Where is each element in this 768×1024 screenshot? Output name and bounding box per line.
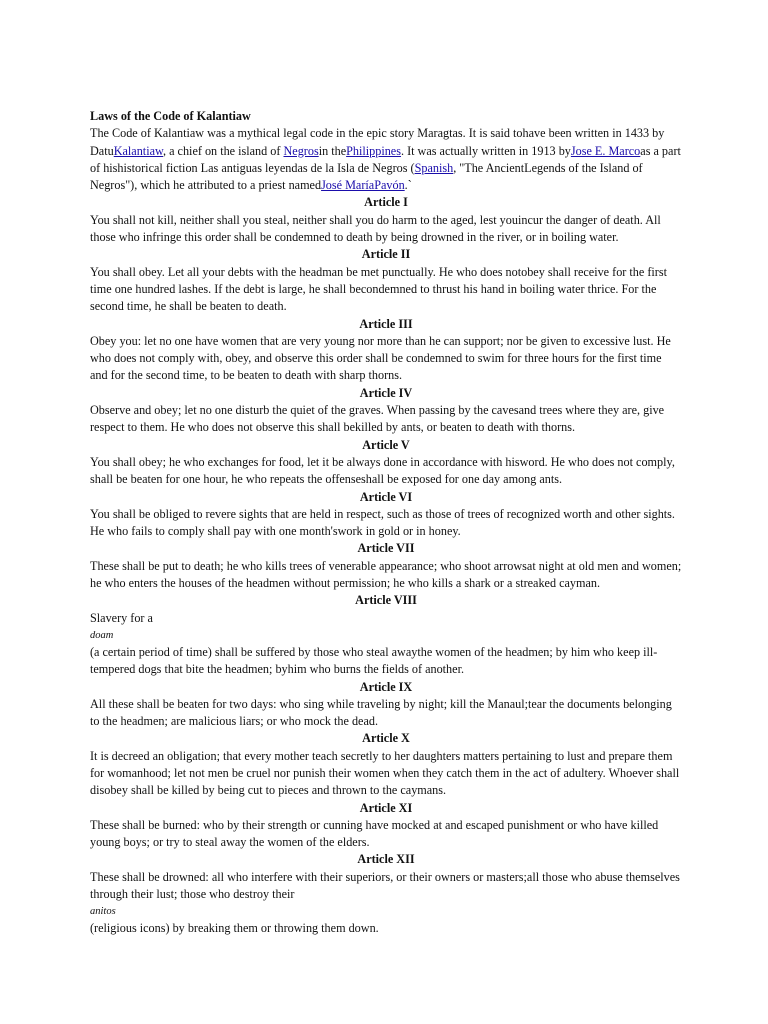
article-5-text: You shall obey; he who exchanges for food, let it be always done in accordance with hisword. He who does not comply, shall be beaten for one hour, he who repeats the offenseshall be exposed for one day among ants. xyxy=(90,454,675,487)
article-8-text-pre: Slavery for a xyxy=(90,610,153,625)
article-7-heading: Article VII xyxy=(357,541,415,556)
link-jose-maria-pavon[interactable]: José MaríaPavón xyxy=(321,178,405,193)
article-2-heading: Article II xyxy=(361,247,411,262)
article-5-heading: Article V xyxy=(362,437,410,452)
intro-text-1: The Code of Kalantiaw was a mythical legal code in the epic story Maragtas. It is said tohave been written in 1433 by Datu xyxy=(90,126,665,158)
article-8-text-post: (a certain period of time) shall be suffered by those who steal awaythe women of the headmen; by him who keep ill-tempered dogs that bite the headmen; byhim who burns the fields of another. xyxy=(90,644,658,677)
link-negros[interactable]: Negros xyxy=(283,143,319,158)
article-9-heading: Article IX xyxy=(359,679,413,694)
intro-text-2: , a chief on the island of xyxy=(163,143,284,158)
article-6-text: You shall be obliged to revere sights that are held in respect, such as those of trees of recognized worth and other sights. He who fails to comply shall pay with one month'swork in gold or in honey. xyxy=(90,506,675,539)
document-title: Laws of the Code of Kalantiaw xyxy=(90,109,251,123)
article-7-text: These shall be put to death; he who kills trees of venerable appearance; who shoot arrowsat night at old men and women; he who enters the houses of the headmen without permission; he who kills a shark or a streaked cayman. xyxy=(90,558,682,591)
link-philippines[interactable]: Philippines xyxy=(346,143,401,158)
article-8-heading: Article VIII xyxy=(355,593,417,608)
article-3-heading: Article III xyxy=(359,316,413,331)
article-10-heading: Article X xyxy=(362,731,410,746)
article-12-text-pre: These shall be drowned: all who interfere with their superiors, or their owners or masters;all those who abuse themselves through their lust; those who destroy their xyxy=(90,869,680,902)
intro-text-7: .` xyxy=(404,178,412,193)
link-kalantiaw[interactable]: Kalantiaw xyxy=(113,143,163,158)
document-page xyxy=(90,108,682,938)
article-11-text: These shall be burned: who by their strength or cunning have mocked at and escaped punishment or who have killed young boys; or try to steal away the women of the elders. xyxy=(90,817,659,850)
intro-text-4: . It was actually written in 1913 by xyxy=(400,143,571,158)
article-10-text: It is decreed an obligation; that every mother teach secretly to her daughters matters pertaining to lust and prepare them for womanhood; let not men be cruel nor punish their women when they catch them in the act of adultery. Whoever shall disobey shall be killed by being cut to pieces and thrown to the caymans. xyxy=(90,748,680,798)
article-8-term-doam: doam xyxy=(90,629,114,641)
article-11-heading: Article XI xyxy=(359,800,413,815)
intro-text-3: in the xyxy=(318,143,347,158)
article-12-term-anitos: anitos xyxy=(90,906,116,918)
article-1-text: You shall not kill, neither shall you steal, neither shall you do harm to the aged, lest youincur the danger of death. All those who infringe this order shall be condemned to death by being drowned in the river, or in boiling water. xyxy=(90,212,661,245)
article-12-heading: Article XII xyxy=(357,852,415,867)
article-2-text: You shall obey. Let all your debts with the headman be met punctually. He who does notobey shall receive for the first time one hundred lashes. If the debt is large, he shall becondemned to thrust his hand in boiling water thrice. For the second time, he shall be beaten to death. xyxy=(90,264,667,314)
article-1-heading: Article I xyxy=(364,195,408,210)
article-12-text-post: (religious icons) by breaking them or throwing them down. xyxy=(90,921,379,936)
intro-text-5: as a part of hishistorical fiction Las antiguas leyendas de la Isla de Negros ( xyxy=(90,143,681,175)
article-9-text: All these shall be beaten for two days: who sing while traveling by night; kill the Manaul;tear the documents belonging to the headmen; are malicious liars; or who mock the dead. xyxy=(90,696,672,729)
intro-text-6: , "The AncientLegends of the Island of Negros"), which he attributed to a priest named xyxy=(90,160,643,193)
article-6-heading: Article VI xyxy=(359,489,413,504)
article-4-text: Observe and obey; let no one disturb the quiet of the graves. When passing by the cavesand trees where they are, give respect to them. He who does not observe this shall bekilled by ants, or beaten to death with thorns. xyxy=(90,403,665,435)
article-4-heading: Article IV xyxy=(359,385,413,400)
intro-paragraph xyxy=(90,125,682,194)
article-3-text: Obey you: let no one have women that are very young nor more than he can support; nor be given to excessive lust. He who does not comply with, obey, and observe this order shall be condemned to swim for three hours for the first time and for the second time, to be beaten to death with sharp thorns. xyxy=(90,333,671,383)
link-jose-marco[interactable]: Jose E. Marco xyxy=(570,143,641,158)
link-spanish[interactable]: Spanish xyxy=(414,160,454,175)
